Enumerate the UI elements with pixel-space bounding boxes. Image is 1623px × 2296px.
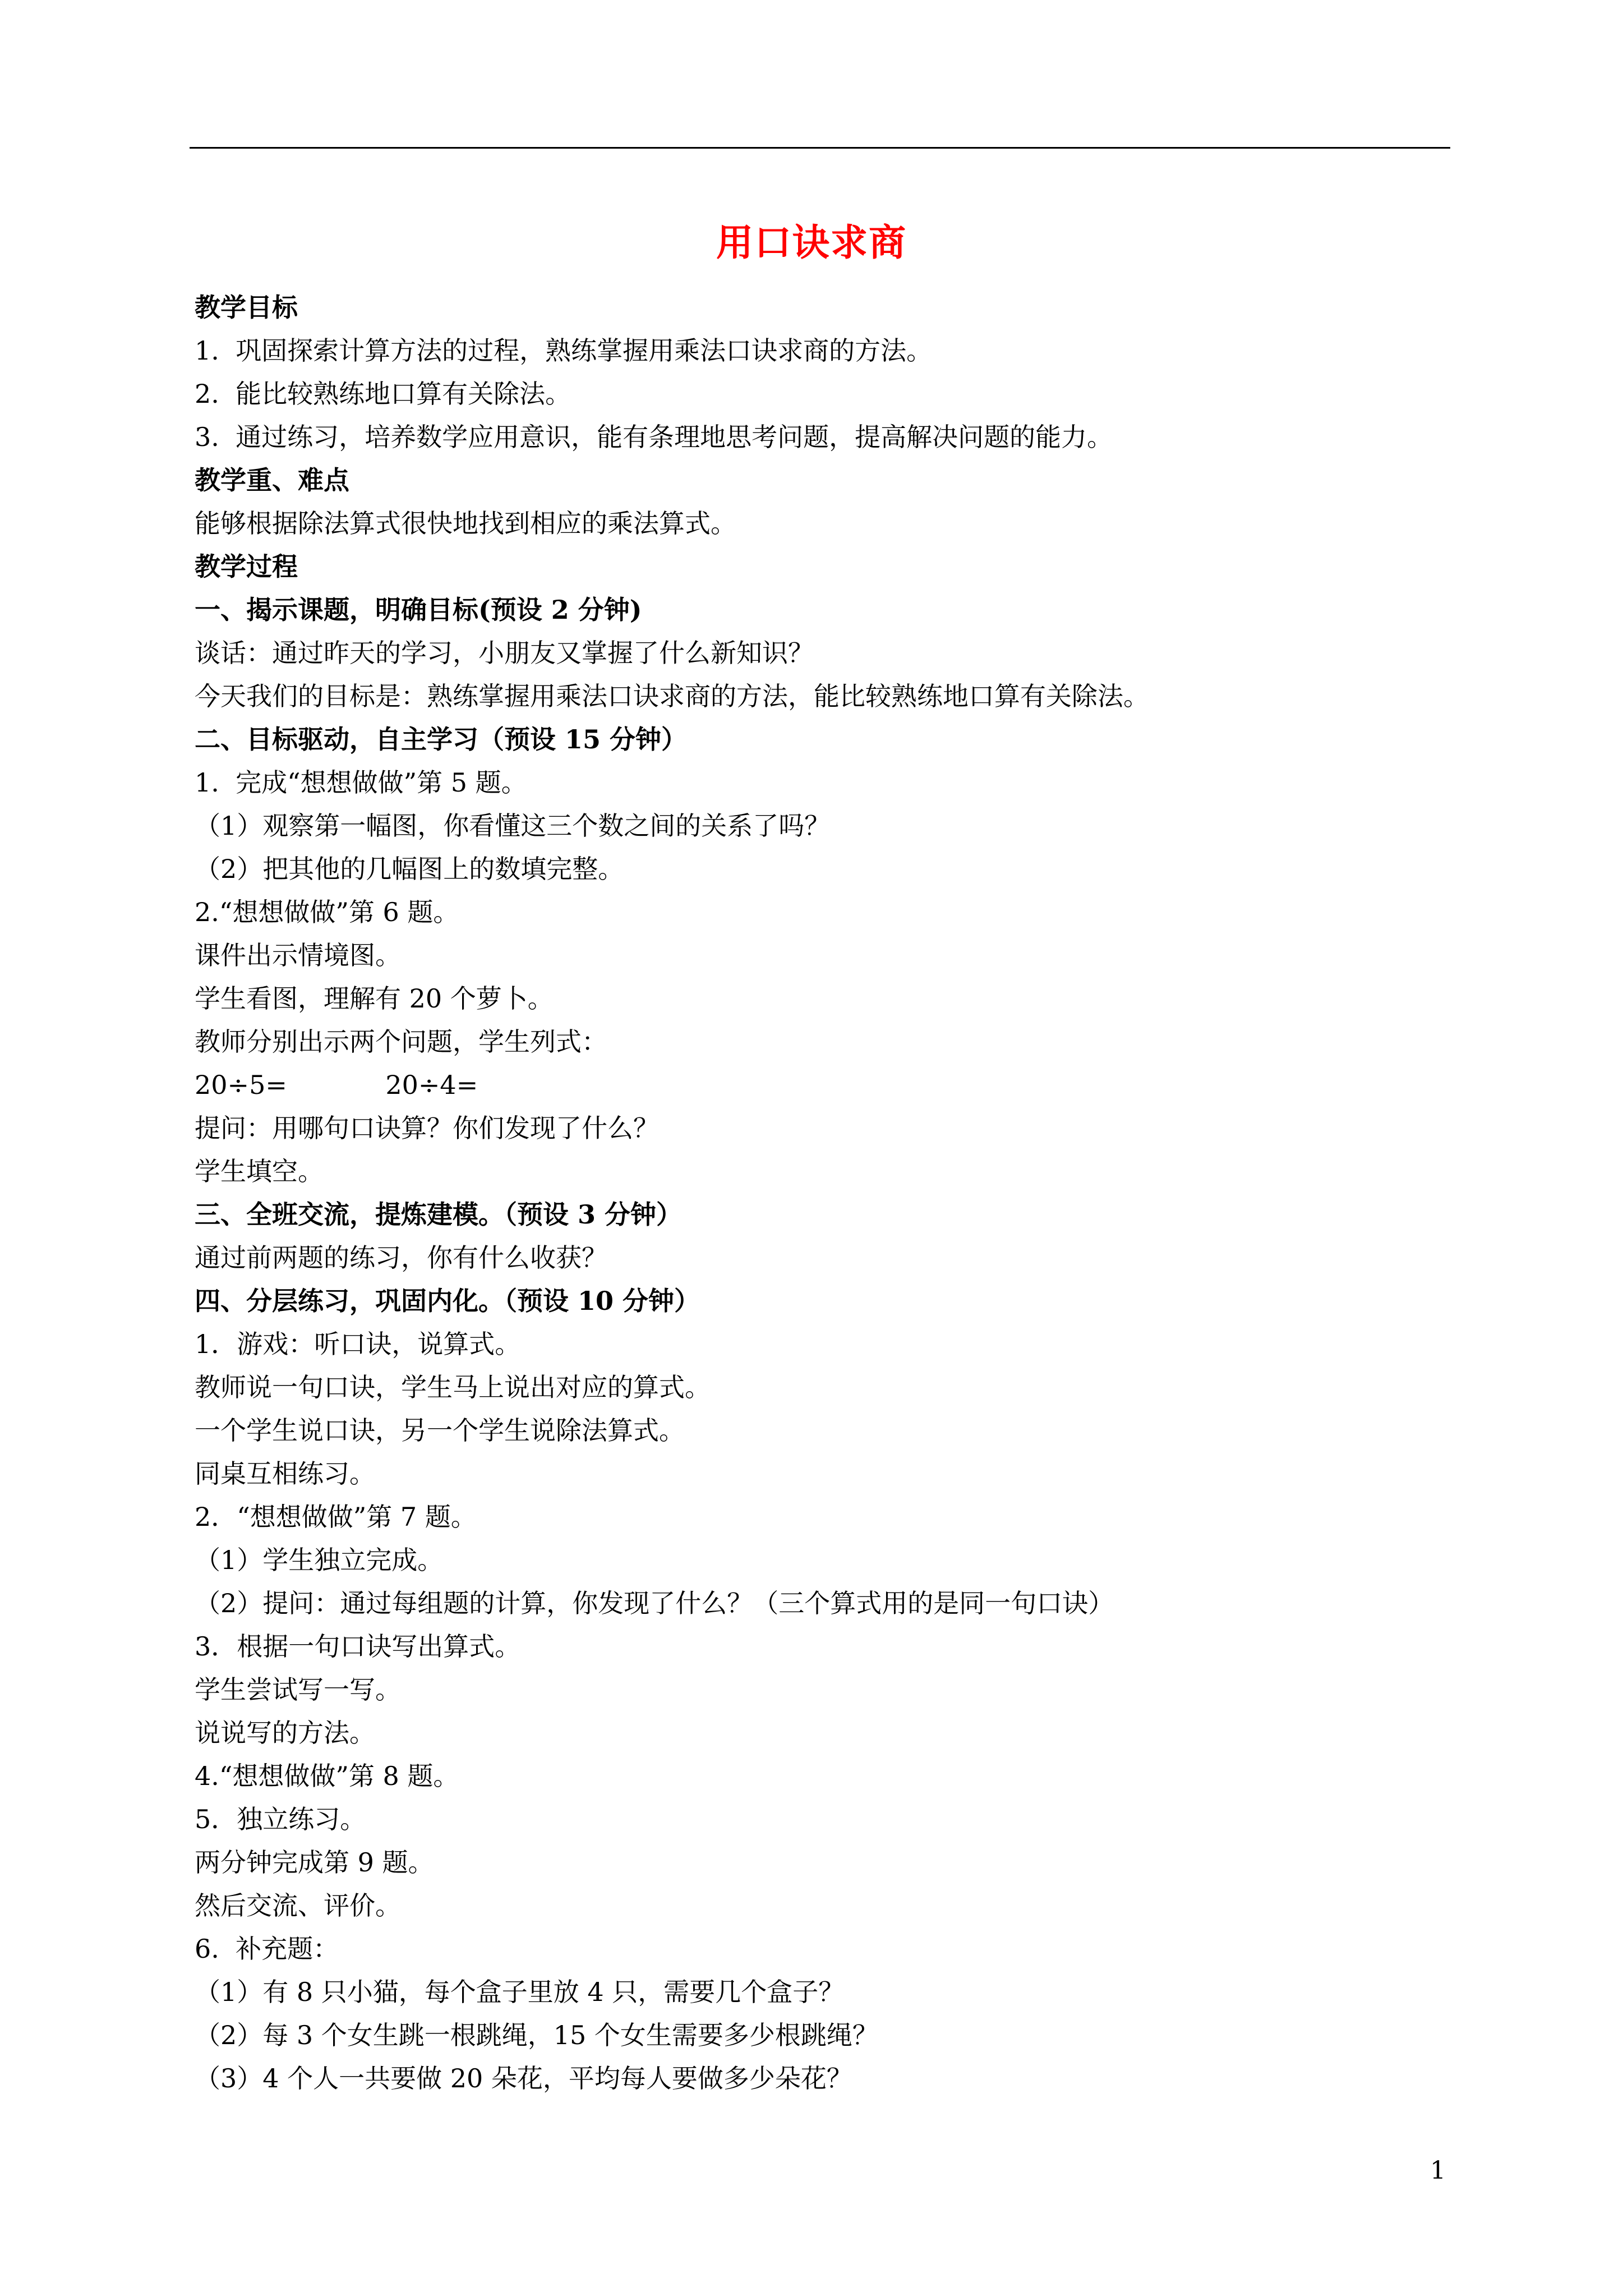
body-line: 教师说一句口诀，学生马上说出对应的算式。	[195, 1372, 711, 1402]
body-line: （1）学生独立完成。	[195, 1545, 444, 1575]
body-line: 2．“想想做做”第 7 题。	[195, 1502, 477, 1532]
body-line: 学生尝试写一写。	[195, 1674, 401, 1705]
body-line: 说说写的方法。	[195, 1718, 375, 1748]
page-number: 1	[1430, 2156, 1446, 2185]
body-line: 然后交流、评价。	[195, 1890, 401, 1921]
body-line: 5．独立练习。	[195, 1804, 366, 1834]
body-line: 2. 能比较熟练地口算有关除法。	[195, 379, 571, 409]
body-line: 1．游戏：听口诀，说算式。	[195, 1329, 521, 1359]
body-line: （2）把其他的几幅图上的数填完整。	[195, 854, 624, 884]
section-heading: 二、目标驱动，自主学习（预设 15 分钟）	[195, 724, 688, 754]
body-line: 提问：用哪句口诀算？你们发现了什么？	[195, 1113, 659, 1143]
header-rule	[190, 147, 1450, 149]
body-line: 20÷5= 20÷4=	[195, 1070, 478, 1100]
section-heading: 教学重、难点	[195, 465, 349, 495]
body-line: （3）4 个人一共要做 20 朵花，平均每人要做多少朵花？	[195, 2063, 852, 2093]
body-line: 2.“想想做做”第 6 题。	[195, 897, 459, 927]
body-line: 通过前两题的练习，你有什么收获？	[195, 1243, 607, 1273]
body-line: 学生看图，理解有 20 个萝卜。	[195, 983, 554, 1014]
body-line: （2）每 3 个女生跳一根跳绳，15 个女生需要多少根跳绳？	[195, 2020, 878, 2050]
body-line: 两分钟完成第 9 题。	[195, 1847, 434, 1878]
body-line: 3. 通过练习，培养数学应用意识，能有条理地思考问题，提高解决问题的能力。	[195, 422, 1113, 452]
body-line: 谈话：通过昨天的学习，小朋友又掌握了什么新知识？	[195, 638, 814, 668]
body-line: （2）提问：通过每组题的计算，你发现了什么？（三个算式用的是同一句口诀）	[195, 1588, 1114, 1618]
section-heading: 教学目标	[195, 292, 298, 323]
body-line: （1）观察第一幅图，你看懂这三个数之间的关系了吗？	[195, 811, 831, 841]
body-line: 课件出示情境图。	[195, 940, 401, 970]
body-line: 3．根据一句口诀写出算式。	[195, 1631, 521, 1662]
body-line: 6. 补充题：	[195, 1934, 339, 1964]
body-line: 能够根据除法算式很快地找到相应的乘法算式。	[195, 508, 736, 539]
document-body	[195, 286, 1451, 2100]
body-line: 学生填空。	[195, 1156, 324, 1186]
body-line: 教师分别出示两个问题，学生列式：	[195, 1027, 607, 1057]
section-heading: 一、揭示课题，明确目标(预设 2 分钟)	[195, 595, 642, 625]
body-line: 4.“想想做做”第 8 题。	[195, 1761, 459, 1791]
section-heading: 四、分层练习，巩固内化。（预设 10 分钟）	[195, 1286, 700, 1316]
body-line: 今天我们的目标是：熟练掌握用乘法口诀求商的方法，能比较熟练地口算有关除法。	[195, 681, 1149, 711]
document-title: 用口诀求商	[716, 220, 907, 264]
body-line: 同桌互相练习。	[195, 1458, 375, 1489]
body-line: （1）有 8 只小猫，每个盒子里放 4 只，需要几个盒子？	[195, 1977, 845, 2007]
section-heading: 三、全班交流，提炼建模。（预设 3 分钟）	[195, 1199, 683, 1230]
section-heading: 教学过程	[195, 551, 298, 582]
body-line: 1. 巩固探索计算方法的过程，熟练掌握用乘法口诀求商的方法。	[195, 335, 933, 366]
body-line: 1. 完成“想想做做”第 5 题。	[195, 767, 527, 798]
body-line: 一个学生说口诀，另一个学生说除法算式。	[195, 1415, 685, 1446]
